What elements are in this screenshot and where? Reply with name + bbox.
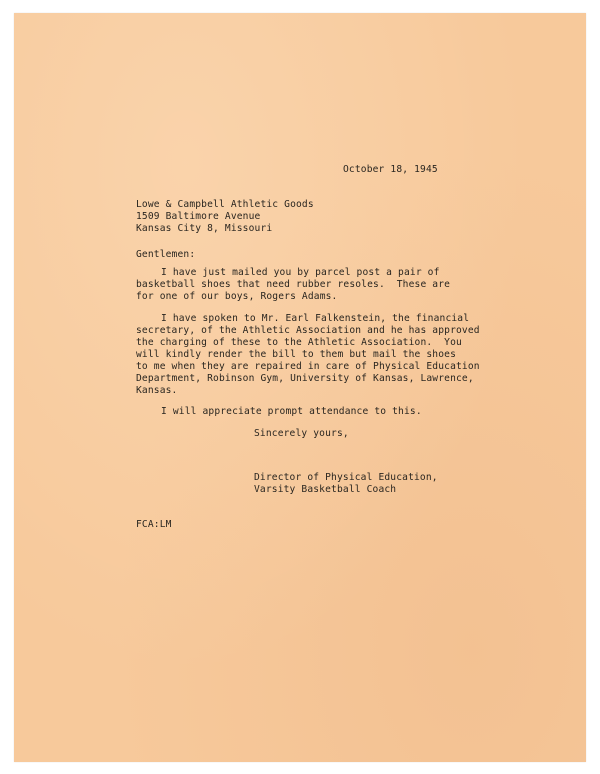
paragraph-2-line-1: I have spoken to Mr. Earl Falkenstein, the financial — [161, 313, 470, 324]
closing: Sincerely yours, — [254, 428, 349, 439]
signature-title-2: Varsity Basketball Coach — [254, 484, 397, 495]
paragraph-2-line-3: the charging of these to the Athletic Association. You — [136, 337, 462, 348]
recipient-street: 1509 Baltimore Avenue — [136, 211, 261, 222]
paragraph-2-line-5: to me when they are repaired in care of Physical Education — [136, 361, 480, 372]
paragraph-1-line-2: basketball shoes that need rubber resoles. These are — [136, 279, 451, 290]
recipient-name: Lowe & Campbell Athletic Goods — [136, 199, 314, 210]
paragraph-1-line-3: for one of our boys, Rogers Adams. — [136, 291, 338, 302]
paragraph-2-line-7: Kansas. — [136, 385, 178, 396]
signature-title-1: Director of Physical Education, — [254, 472, 438, 483]
reference-initials: FCA:LM — [136, 519, 172, 530]
paragraph-2-line-4: will kindly render the bill to them but mail the shoes — [136, 349, 456, 360]
paragraph-1-line-1: I have just mailed you by parcel post a pair of — [161, 267, 440, 278]
paragraph-2-line-6: Department, Robinson Gym, University of Kansas, Lawrence, — [136, 373, 474, 384]
recipient-city: Kansas City 8, Missouri — [136, 223, 273, 234]
paragraph-2-line-2: secretary, of the Athletic Association and he has approved — [136, 325, 480, 336]
paragraph-3: I will appreciate prompt attendance to this. — [161, 406, 422, 417]
letter-paper — [14, 13, 586, 762]
letter-date: October 18, 1945 — [343, 164, 438, 175]
salutation: Gentlemen: — [136, 249, 196, 260]
